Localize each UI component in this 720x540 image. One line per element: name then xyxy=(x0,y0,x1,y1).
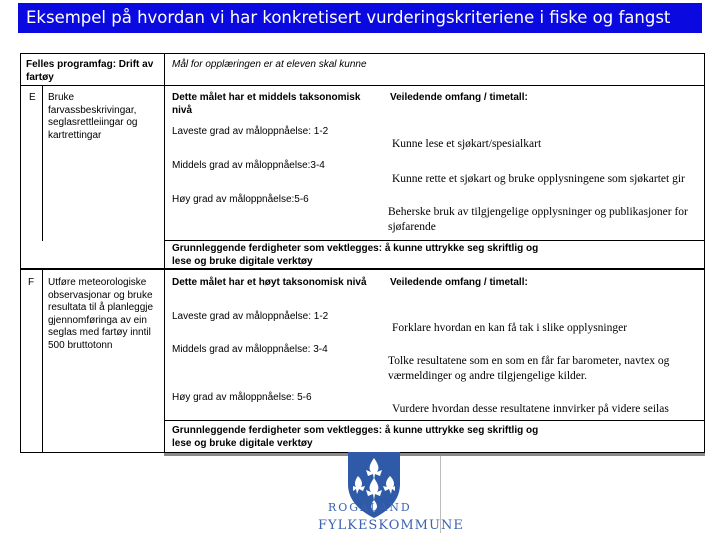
logo-text-fylkeskommune: FYLKESKOMMUNE xyxy=(318,518,464,533)
section-f-level-high: Høy grad av måloppnåelse: 5-6 xyxy=(172,392,312,403)
section-f-desc-mid: Tolke resultatene som en som en får far barometer, navtex og værmeldinger og andre tilgjengelige kilder. xyxy=(388,355,670,382)
section-f-basic-skills: Grunnleggende ferdigheter som vektlegges: å kunne uttrykke seg skriftlig og lese og bruke digitale verktøy xyxy=(172,425,539,449)
logo-text-rogaland: ROGALAND xyxy=(328,501,412,514)
section-e-level-high: Høy grad av måloppnåelse:5-6 xyxy=(172,194,309,205)
section-e-desc-high: Beherske bruk av tilgjengelige opplysninger og publikasjoner for sjøfarende xyxy=(388,206,688,233)
section-f-goal: Utføre meteorologiske observasjonar og bruke resultata til å planleggje gjennomføringa av ein seglas med fartøy inntil 500 bruttotonn xyxy=(48,277,154,351)
section-e-goal: Bruke farvassbeskrivingar, seglasrettleiingar og kartrettingar xyxy=(48,92,138,141)
section-e-level-heading: Dette målet har et middels taksonomisk nivå xyxy=(172,92,361,116)
section-f-guide-heading: Veiledende omfang / timetall: xyxy=(390,277,528,288)
subject-header: Felles programfag: Drift av fartøy xyxy=(26,59,154,83)
section-f-level-mid: Middels grad av måloppnåelse: 3-4 xyxy=(172,344,328,355)
goal-intro-header: Mål for opplæringen er at eleven skal kunne xyxy=(172,59,367,70)
slide-title: Eksempel på hvordan vi har konkretisert vurderingskriteriene i fiske og fangst xyxy=(18,3,702,33)
section-e-level-low: Laveste grad av måloppnåelse: 1-2 xyxy=(172,126,329,137)
section-f-desc-low: Forklare hvordan en kan få tak i slike opplysninger xyxy=(392,322,628,334)
section-e-desc-low: Kunne lese et sjøkart/spesialkart xyxy=(392,138,542,150)
section-f-level-low: Laveste grad av måloppnåelse: 1-2 xyxy=(172,311,329,322)
section-e-level-mid: Middels grad av måloppnåelse:3-4 xyxy=(172,160,325,171)
section-e-guide-heading: Veiledende omfang / timetall: xyxy=(390,92,528,103)
section-e-letter: E xyxy=(29,92,36,103)
section-f-desc-high: Vurdere hvordan desse resultatene innvirker på videre seilas xyxy=(392,403,669,415)
section-e-desc-mid: Kunne rette et sjøkart og bruke opplysningene som sjøkartet gir xyxy=(392,173,685,185)
section-f-letter: F xyxy=(28,277,35,288)
section-f-level-heading: Dette målet har et høyt taksonomisk nivå xyxy=(172,277,367,288)
section-e-basic-skills: Grunnleggende ferdigheter som vektlegges: å kunne uttrykke seg skriftlig og lese og bruke digitale verktøy xyxy=(172,243,539,267)
